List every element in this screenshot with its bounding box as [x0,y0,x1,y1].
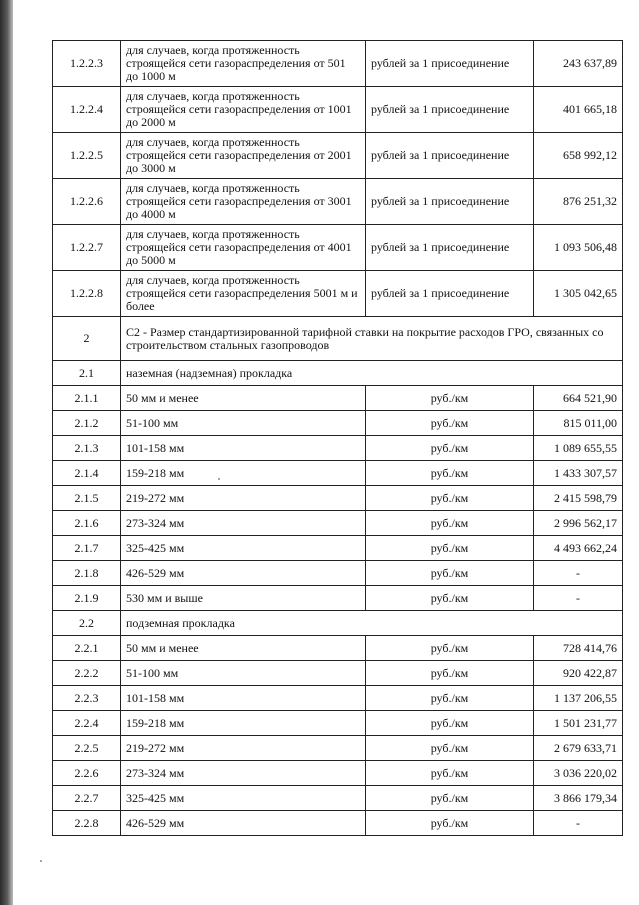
table-row [53,411,623,436]
table-row [53,661,623,686]
table-row [53,811,623,836]
row-value: 664 521,90 [534,386,623,411]
row-unit: рублей за 1 присоединение [366,225,534,271]
table-row [53,761,623,786]
row-value: 2 996 562,17 [534,511,623,536]
row-number: 2.1.4 [53,461,121,486]
row-value: 4 493 662,24 [534,536,623,561]
row-number: 2.1.5 [53,486,121,511]
row-value: 1 089 655,55 [534,436,623,461]
row-number: 1.2.2.8 [53,271,121,317]
row-unit: рублей за 1 присоединение [366,133,534,179]
row-value: 1 305 042,65 [534,271,623,317]
tariff-table [52,40,623,836]
table-row [53,486,623,511]
row-description: 159-218 мм [121,461,366,486]
row-number: 2.1.6 [53,511,121,536]
row-number: 1.2.2.3 [53,41,121,87]
table-row [53,511,623,536]
row-number: 2.2.3 [53,686,121,711]
row-description: 101-158 мм [121,436,366,461]
row-number: 2.1.7 [53,536,121,561]
row-description: для случаев, когда протяженность строящейся сети газораспределения от 501 до 1000 м [121,41,366,87]
row-number: 2.2.8 [53,811,121,836]
row-number: 2.2.4 [53,711,121,736]
subsection-title: подземная прокладка [121,611,623,636]
table-row [53,41,623,87]
row-unit: руб./км [366,411,534,436]
row-value: 920 422,87 [534,661,623,686]
row-description: 101-158 мм [121,686,366,711]
row-description: 50 мм и менее [121,636,366,661]
table-row [53,386,623,411]
row-unit: руб./км [366,386,534,411]
table-row [53,711,623,736]
row-unit: руб./км [366,511,534,536]
row-unit: руб./км [366,561,534,586]
subsection-number: 2.2 [53,611,121,636]
row-value: 3 866 179,34 [534,786,623,811]
row-number: 2.2.7 [53,786,121,811]
row-description: 426-529 мм [121,811,366,836]
row-unit: руб./км [366,661,534,686]
row-number: 2.2.2 [53,661,121,686]
row-value: 876 251,32 [534,179,623,225]
row-number: 2.1.9 [53,586,121,611]
table-row [53,736,623,761]
row-value: 401 665,18 [534,87,623,133]
row-value: 243 637,89 [534,41,623,87]
row-unit: руб./км [366,711,534,736]
row-unit: руб./км [366,761,534,786]
row-unit: руб./км [366,686,534,711]
row-description: 50 мм и менее [121,386,366,411]
row-value: - [534,586,623,611]
row-description: 159-218 мм [121,711,366,736]
row-value: 815 011,00 [534,411,623,436]
row-description: 51-100 мм [121,411,366,436]
row-description: 530 мм и выше [121,586,366,611]
section-number: 2 [53,317,121,361]
row-unit: руб./км [366,786,534,811]
section-title: С2 - Размер стандартизированной тарифной ставки на покрытие расходов ГРО, связанных со строительством стальных газопроводов [121,317,623,361]
row-description: 426-529 мм [121,561,366,586]
section-header-row [53,317,623,361]
row-number: 2.2.1 [53,636,121,661]
table-row [53,436,623,461]
row-description: для случаев, когда протяженность строящейся сети газораспределения от 3001 до 4000 м [121,179,366,225]
row-number: 2.1.8 [53,561,121,586]
row-value: 1 433 307,57 [534,461,623,486]
table-row [53,686,623,711]
row-description: для случаев, когда протяженность строящейся сети газораспределения от 2001 до 3000 м [121,133,366,179]
row-description: 273-324 мм [121,761,366,786]
row-value: 1 093 506,48 [534,225,623,271]
row-unit: руб./км [366,486,534,511]
row-value: - [534,811,623,836]
table-row [53,271,623,317]
row-number: 1.2.2.4 [53,87,121,133]
subsection-title: наземная (надземная) прокладка [121,361,623,386]
subsection-header-row [53,611,623,636]
subsection-header-row [53,361,623,386]
row-value: 3 036 220,02 [534,761,623,786]
row-number: 1.2.2.7 [53,225,121,271]
row-description: для случаев, когда протяженность строящейся сети газораспределения 5001 м и более [121,271,366,317]
table-row [53,133,623,179]
row-value: 658 992,12 [534,133,623,179]
table-row [53,225,623,271]
table-row [53,461,623,486]
row-number: 1.2.2.5 [53,133,121,179]
row-unit: руб./км [366,536,534,561]
row-number: 2.1.1 [53,386,121,411]
row-description: 273-324 мм [121,511,366,536]
scan-shadow-edge [0,0,13,905]
row-description: 219-272 мм [121,486,366,511]
row-number: 1.2.2.6 [53,179,121,225]
row-unit: рублей за 1 присоединение [366,271,534,317]
row-unit: руб./км [366,811,534,836]
row-unit: рублей за 1 присоединение [366,179,534,225]
row-number: 2.1.2 [53,411,121,436]
row-value: 728 414,76 [534,636,623,661]
row-description: 325-425 мм [121,786,366,811]
row-unit: рублей за 1 присоединение [366,41,534,87]
row-description: для случаев, когда протяженность строящейся сети газораспределения от 1001 до 2000 м [121,87,366,133]
row-value: 2 679 633,71 [534,736,623,761]
table-row [53,786,623,811]
row-description: 51-100 мм [121,661,366,686]
table-row [53,561,623,586]
scan-speck [40,860,42,862]
row-number: 2.2.6 [53,761,121,786]
row-unit: руб./км [366,436,534,461]
row-number: 2.2.5 [53,736,121,761]
table-row [53,179,623,225]
table-row [53,87,623,133]
table-row [53,636,623,661]
table-row [53,536,623,561]
row-description: для случаев, когда протяженность строящейся сети газораспределения от 4001 до 5000 м [121,225,366,271]
row-number: 2.1.3 [53,436,121,461]
row-value: 2 415 598,79 [534,486,623,511]
row-unit: руб./км [366,461,534,486]
row-unit: руб./км [366,636,534,661]
subsection-number: 2.1 [53,361,121,386]
row-value: - [534,561,623,586]
row-value: 1 501 231,77 [534,711,623,736]
row-unit: руб./км [366,736,534,761]
table-row [53,586,623,611]
scan-speck [218,478,220,480]
row-description: 219-272 мм [121,736,366,761]
row-value: 1 137 206,55 [534,686,623,711]
row-unit: руб./км [366,586,534,611]
row-description: 325-425 мм [121,536,366,561]
row-unit: рублей за 1 присоединение [366,87,534,133]
